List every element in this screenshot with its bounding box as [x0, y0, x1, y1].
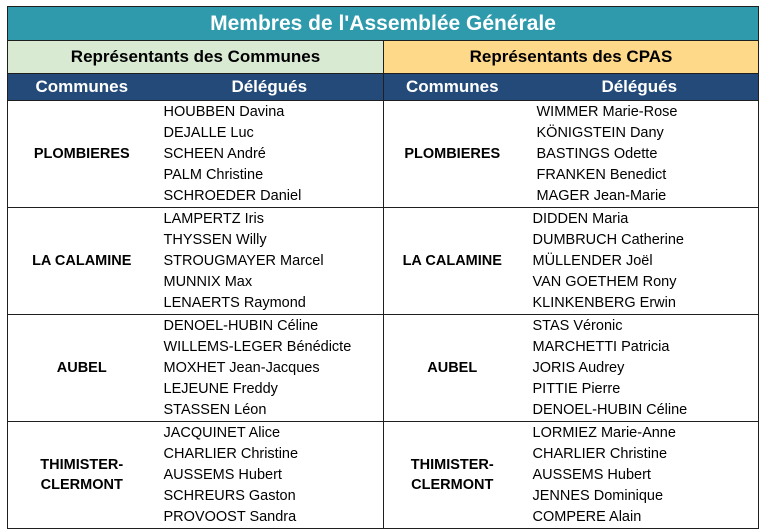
cpas-commune-name-line-2: CLERMONT — [411, 477, 494, 493]
cpas-commune-name: PLOMBIERES — [384, 101, 521, 208]
delegate-name: DUMBRUCH Catherine — [532, 232, 684, 248]
delegate-name: PROVOOST Sandra — [163, 509, 297, 525]
delegate-name: CHARLIER Christine — [532, 446, 668, 462]
cpas-commune-name: LA CALAMINE — [384, 208, 521, 315]
cpas-commune-name-line-1: THIMISTER- — [410, 457, 494, 473]
delegate-name: COMPERE Alain — [532, 509, 642, 525]
delegate-name: AUSSEMS Hubert — [163, 467, 282, 483]
commune-delegates-list — [156, 315, 384, 422]
delegate-name: WIMMER Marie-Rose — [536, 104, 678, 120]
delegate-name: MÜLLENDER Joël — [532, 253, 653, 269]
delegate-name: STASSEN Léon — [163, 402, 267, 418]
delegate-name: WILLEMS-LEGER Bénédicte — [163, 339, 352, 355]
table-row — [8, 422, 759, 529]
delegate-name: CHARLIER Christine — [163, 446, 299, 462]
assembly-members-table — [7, 6, 759, 529]
table-row — [8, 208, 759, 315]
commune-name-line-2: CLERMONT — [40, 477, 123, 493]
delegate-name: LAMPERTZ Iris — [163, 211, 264, 227]
column-header-delegues-right: Délégués — [521, 74, 759, 101]
delegate-name: LORMIEZ Marie-Anne — [532, 425, 676, 441]
commune-name — [8, 422, 156, 529]
delegate-name: PITTIE Pierre — [532, 381, 621, 397]
delegate-name: DENOEL-HUBIN Céline — [163, 318, 319, 334]
delegate-name: MARCHETTI Patricia — [532, 339, 670, 355]
delegate-name: AUSSEMS Hubert — [532, 467, 651, 483]
delegate-name: JACQUINET Alice — [163, 425, 281, 441]
column-header-communes-right: Communes — [384, 74, 521, 101]
cpas-commune-name — [384, 422, 521, 529]
delegate-name: DEJALLE Luc — [163, 125, 254, 141]
delegate-name: MUNNIX Max — [163, 274, 253, 290]
table-row — [8, 101, 759, 208]
commune-delegates-list — [156, 101, 384, 208]
column-header-delegues-left: Délégués — [156, 74, 384, 101]
delegate-name: STROUGMAYER Marcel — [163, 253, 324, 269]
delegate-name: SCHREURS Gaston — [163, 488, 296, 504]
delegate-name: KÖNIGSTEIN Dany — [536, 125, 664, 141]
delegate-name: THYSSEN Willy — [163, 232, 267, 248]
delegate-name: KLINKENBERG Erwin — [532, 295, 676, 311]
delegate-name: DIDDEN Maria — [532, 211, 629, 227]
table-row — [8, 315, 759, 422]
commune-name: PLOMBIERES — [8, 101, 156, 208]
section-header-cpas: Représentants des CPAS — [384, 41, 759, 74]
column-header-communes-left: Communes — [8, 74, 156, 101]
delegate-name: LENAERTS Raymond — [163, 295, 306, 311]
assembly-members-table-container — [7, 6, 758, 529]
cpas-delegates-list — [521, 101, 759, 208]
cpas-delegates-list — [521, 208, 759, 315]
commune-delegates-list — [156, 208, 384, 315]
commune-name: LA CALAMINE — [8, 208, 156, 315]
commune-name: AUBEL — [8, 315, 156, 422]
delegate-name: HOUBBEN Davina — [163, 104, 285, 120]
delegate-name: VAN GOETHEM Rony — [532, 274, 677, 290]
commune-name-line-1: THIMISTER- — [40, 457, 124, 473]
delegate-name: SCHROEDER Daniel — [163, 188, 302, 204]
section-header-communes: Représentants des Communes — [8, 41, 384, 74]
delegate-name: BASTINGS Odette — [536, 146, 658, 162]
delegate-name: SCHEEN André — [163, 146, 266, 162]
delegate-name: MOXHET Jean-Jacques — [163, 360, 320, 376]
table-title: Membres de l'Assemblée Générale — [8, 7, 759, 41]
delegate-name: FRANKEN Benedict — [536, 167, 667, 183]
delegate-name: JENNES Dominique — [532, 488, 664, 504]
delegate-name: LEJEUNE Freddy — [163, 381, 278, 397]
delegate-name: JORIS Audrey — [532, 360, 625, 376]
delegate-name: STAS Véronic — [532, 318, 623, 334]
cpas-delegates-list — [521, 422, 759, 529]
cpas-delegates-list — [521, 315, 759, 422]
commune-delegates-list — [156, 422, 384, 529]
cpas-commune-name: AUBEL — [384, 315, 521, 422]
delegate-name: PALM Christine — [163, 167, 264, 183]
delegate-name: MAGER Jean-Marie — [536, 188, 667, 204]
delegate-name: DENOEL-HUBIN Céline — [532, 402, 688, 418]
